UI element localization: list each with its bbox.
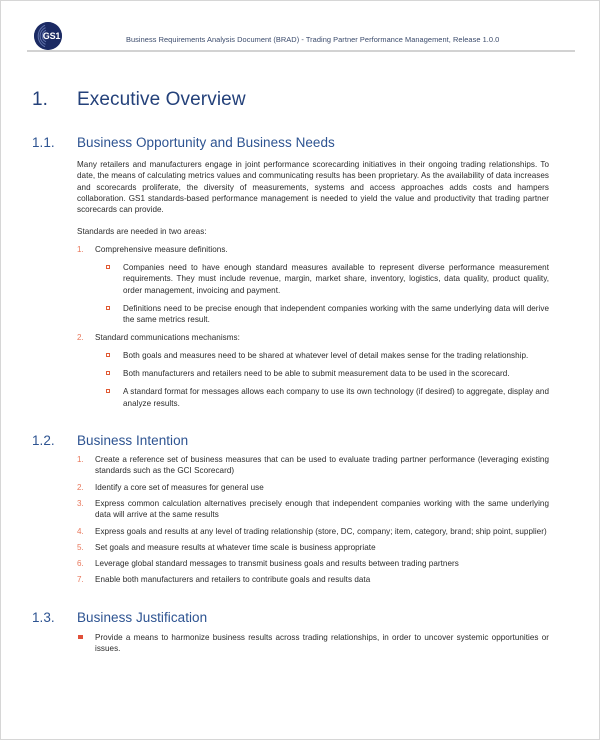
section-1-2-list: [1, 454, 599, 586]
section-number-1-1: 1.1.: [32, 135, 55, 150]
section-heading-1-1: [1, 135, 599, 150]
square-bullet-icon: [106, 306, 110, 310]
chapter-heading: [1, 89, 599, 111]
list-item-text: Companies need to have enough standard measures available to represent diverse performance measurement requirements. They must include revenue, margin, market share, inventory, logistics, data quality, product quality, order management, invoicing and payment.: [123, 263, 549, 295]
list-item-text: Standard communications mechanisms:: [95, 332, 240, 342]
gs1-logo-text: GS1: [42, 31, 61, 41]
list-item: [77, 244, 549, 255]
list-marker: 1.: [77, 455, 84, 465]
list-item-text: Comprehensive measure definitions.: [95, 244, 228, 254]
list-marker: 1.: [77, 244, 84, 254]
section-heading-1-2: [1, 433, 599, 448]
list-marker: 4.: [77, 526, 84, 536]
list-marker: 5.: [77, 542, 84, 552]
list-item: [77, 498, 549, 521]
list-item-text: Provide a means to harmonize business results across trading relationships, in order to uncover systemic opportunities or issues.: [95, 632, 549, 654]
section-number-1-2: 1.2.: [32, 433, 55, 449]
section-1-3-list: [1, 632, 599, 655]
list-marker: 2.: [77, 332, 84, 342]
section-1-1-list: [1, 244, 599, 255]
list-item: [105, 262, 549, 296]
list-item: [77, 632, 549, 655]
list-item: [105, 350, 549, 361]
list-item: [77, 574, 549, 585]
chapter-number: 1.: [32, 89, 49, 110]
list-item-text: Both goals and measures need to be shared at whatever level of detail makes sense for the trading relationship.: [123, 350, 529, 360]
section-title-1-1: Business Opportunity and Business Needs: [77, 135, 335, 150]
list-item: [105, 386, 549, 409]
section-1-1-sublist-2: [1, 350, 599, 409]
section-1-1-list-continued: [1, 332, 599, 343]
list-item-text: Create a reference set of business measures that can be used to evaluate trading partner performance (leveraging existing standards such as the GCI Scorecard): [95, 455, 549, 476]
list-item-text: Identify a core set of measures for general use: [95, 482, 264, 492]
list-item-text: Definitions need to be precise enough that independent companies working with the same underlying data will derive the same metrics result.: [123, 303, 549, 325]
section-heading-1-3: [1, 610, 599, 625]
header-divider: [27, 50, 575, 52]
list-item-text: Enable both manufacturers and retailers to contribute goals and results data: [95, 575, 371, 585]
section-1-1-sublist-1: [1, 262, 599, 325]
section-1-1-paragraph-2: Standards are needed in two areas:: [77, 227, 207, 237]
list-item: [77, 542, 549, 553]
list-item: [77, 526, 549, 537]
gs1-logo: [34, 22, 62, 50]
list-item-text: Set goals and measure results at whatever time scale is business appropriate: [95, 542, 376, 552]
section-title-1-3: Business Justification: [77, 609, 208, 625]
list-item: [77, 558, 549, 569]
list-item: [105, 303, 549, 326]
list-marker: 3.: [77, 498, 84, 508]
square-bullet-icon: [106, 371, 110, 375]
section-number-1-3: 1.3.: [32, 609, 55, 625]
list-marker: 2.: [77, 482, 84, 492]
square-bullet-icon: [106, 353, 110, 357]
list-item-text: Leverage global standard messages to transmit business goals and results between trading partners: [95, 559, 459, 569]
list-item-text: Express goals and results at any level of trading relationship (store, DC, company; item, category, brand; ship point, supplier): [95, 526, 547, 536]
list-item: [77, 454, 549, 477]
list-item: [77, 332, 549, 343]
list-marker: 6.: [77, 559, 84, 569]
document-header: [1, 1, 599, 51]
square-bullet-icon: [106, 389, 110, 393]
section-1-1-paragraph-1: Many retailers and manufacturers engage in joint performance scorecarding initiatives in their ongoing trading relationships. To date, the means of calculating metrics values and communicating results has been proprietary. As the availability of data increases and scorecards proliferate, the diversity of measurements, systems and access approaches adds costs and hampers collaboration. GS1 standards-based performance management is needed to yield the value and productivity that trading partner scorecards can provide.: [77, 160, 549, 215]
section-title-1-2: Business Intention: [77, 433, 189, 449]
list-item-text: Both manufacturers and retailers need to be able to submit measurement data to be used in the scorecard.: [123, 369, 510, 379]
filled-square-bullet-icon: [78, 635, 83, 640]
header-title-text: Business Requirements Analysis Document (BRAD) - Trading Partner Performance Management, Release 1.0.0: [126, 35, 500, 44]
square-bullet-icon: [106, 265, 110, 269]
chapter-title: Executive Overview: [77, 89, 246, 110]
list-marker: 7.: [77, 575, 84, 585]
list-item: [77, 482, 549, 493]
list-item-text: Express common calculation alternatives precisely enough that independent companies working with the same underlying data will arrive at the same results: [95, 498, 549, 520]
list-item: [105, 368, 549, 379]
list-item-text: A standard format for messages allows each company to use its own technology (if desired) to aggregate, display and analyze results.: [123, 387, 549, 408]
